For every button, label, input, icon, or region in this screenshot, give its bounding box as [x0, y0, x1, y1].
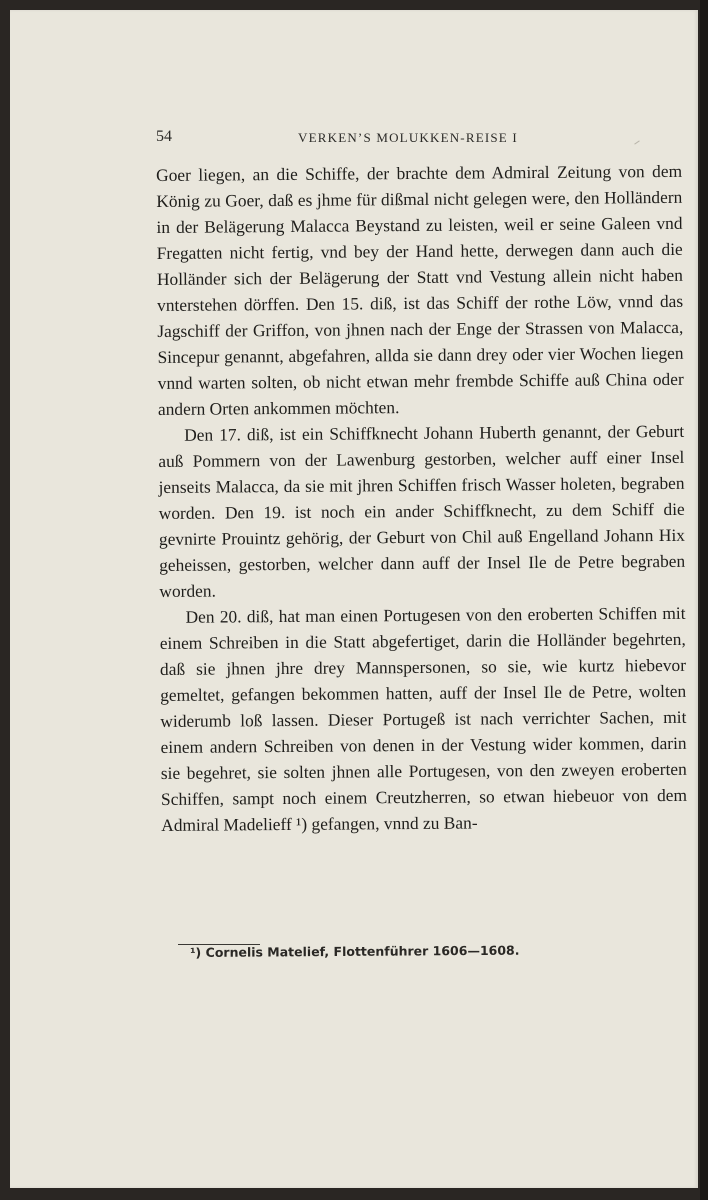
running-head: VERKEN’S MOLUKKEN-REISE I [298, 130, 518, 145]
footnote [190, 943, 520, 960]
page-number: 54 [156, 128, 172, 145]
paragraph: Den 17. diß, ist ein Schiffknecht Johann Huberth genannt, der Geburt auß Pommern von der Lawenburg gestorben, welcher auff einer Insel jenseits Malacca, da sie mit jhren Schiffen frisch Wasser holeten, begraben worden. Den 19. ist noch ein ander Schiffknecht, zu dem Schiff die gevnirte Prouintz gehörig, der Geburt von Chil auß Engelland Johann Hix geheissen, gestorben, welcher dann auff der Insel Ile de Petre begraben worden. [158, 420, 686, 601]
footnote-marker: ¹) [190, 944, 202, 960]
page-header [156, 128, 676, 150]
paragraph: Den 20. diß, hat man einen Portugesen von den eroberten Schiffen mit einem Schreiben in die Statt abgefertiget, darin die Holländer begehrten, daß sie jhnen jhre drey Mannspersonen, so sie, wie kurtz hiebevor gemeltet, gefangen bekommen hatten, auff der Insel Ile de Petre, wolten widerumb loß lassen. Dieser Portugeß ist nach verrichter Sachen, mit einem andern Schreiben von denen in der Vestung wider kommen, darin sie begehret, sie solten jhnen alle Portugesen, von den zweyen eroberten Schiffen, sampt noch einem Creutzherren, so etwan hiebeuor von dem Admiral Madelieff ¹) gefangen, vnnd zu Ban- [159, 602, 688, 835]
body-text [156, 158, 687, 838]
footnote-text: Cornelis Matelief, Flottenführer 1606—1608. [205, 942, 520, 960]
scan-edge [700, 0, 708, 1200]
book-page [10, 10, 698, 1188]
paragraph: Goer liegen, an die Schiffe, der brachte dem Admiral Zeitung von dem König zu Goer, daß es jhme für dißmal nicht gelegen were, den Holländern in der Belägerung Malacca Beystand zu leisten, weil er seine Galeen vnd Fregatten nicht fertig, vnd bey der Hand hette, derwegen dann auch die Holländer sich der Belägerung der Statt vnd Vestung allein nicht haben vnterstehen dörffen. Den 15. diß, ist das Schiff der rothe Löw, vnnd das Jagschiff der Griffon, von jhnen nach der Enge der Strassen von Malacca, Sincepur genannt, abgefahren, allda sie dann drey oder vier Wochen liegen vnnd warten solten, ob nicht etwan mehr frembde Schiffe auß China oder andern Orten ankommen möchten. [156, 160, 684, 419]
